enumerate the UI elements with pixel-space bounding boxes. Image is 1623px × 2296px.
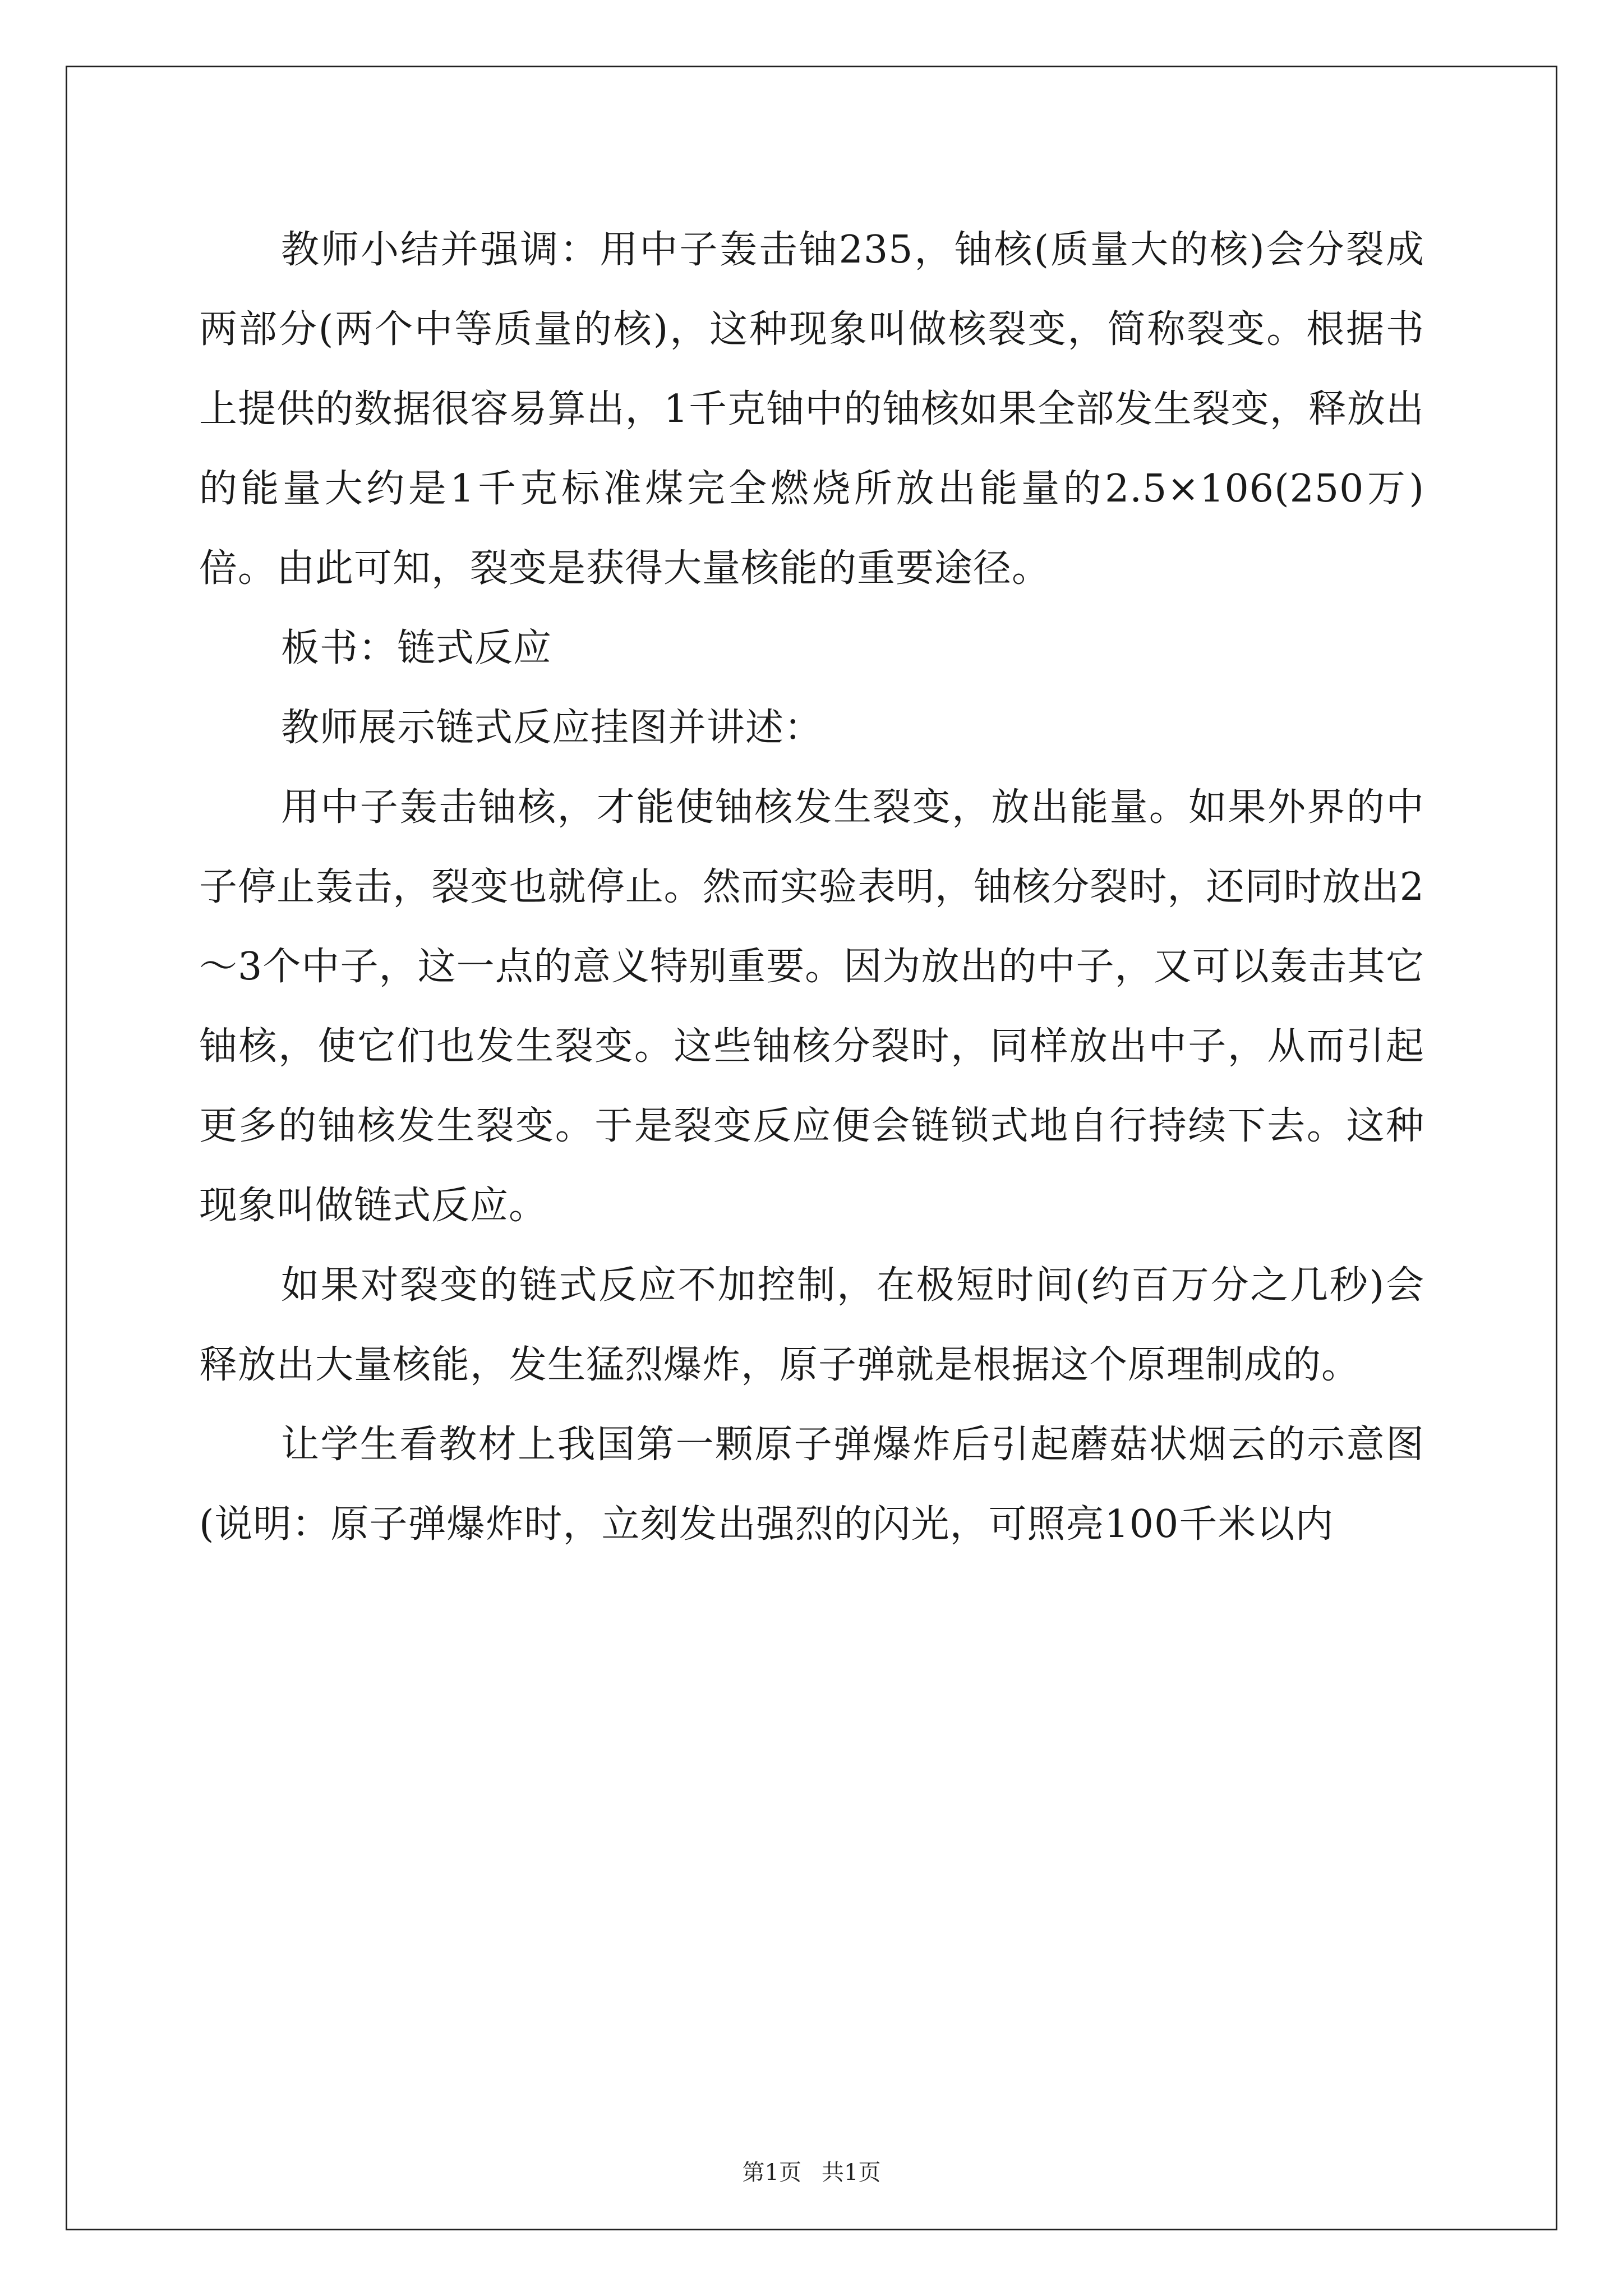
paragraph-chart-intro: 教师展示链式反应挂图并讲述： [281, 706, 823, 750]
page-footer [0, 2159, 1623, 2187]
document-body [199, 210, 1424, 1565]
paragraph-chain-reaction: 用中子轰击铀核，才能使铀核发生裂变，放出能量。如果外界的中子停止轰击，裂变也就停止。然而实验表明，铀核分裂时，还同时放出2～3个中子，这一点的意义特别重要。因为放出的中子，又可以轰击其它铀核，使它们也发生裂变。这些铀核分裂时，同样放出中子，从而引起更多的铀核发生裂变。于是裂变反应便会链锁式地自行持续下去。这种现象叫做链式反应。 [199, 785, 1424, 1228]
page-number: 第1页 [742, 2160, 801, 2185]
paragraph-atomic-bomb-figure: 让学生看教材上我国第一颗原子弹爆炸后引起蘑菇状烟云的示意图(说明：原子弹爆炸时，立刻发出强烈的闪光，可照亮100千米以内 [199, 1423, 1424, 1547]
paragraph-uncontrolled-reaction: 如果对裂变的链式反应不加控制，在极短时间(约百万分之几秒)会释放出大量核能，发生猛烈爆炸，原子弹就是根据这个原理制成的。 [199, 1263, 1424, 1387]
page-total: 共1页 [822, 2160, 881, 2185]
paragraph-blackboard-note: 板书：链式反应 [281, 626, 552, 670]
paragraph-fission-summary: 教师小结并强调：用中子轰击铀235，铀核(质量大的核)会分裂成两部分(两个中等质量的核)，这种现象叫做核裂变，简称裂变。根据书上提供的数据很容易算出，1千克铀中的铀核如果全部发生裂变，释放出的能量大约是1千克标准煤完全燃烧所放出能量的2.5×106(250万)倍。由此可知，裂变是获得大量核能的重要途径。 [199, 228, 1424, 591]
